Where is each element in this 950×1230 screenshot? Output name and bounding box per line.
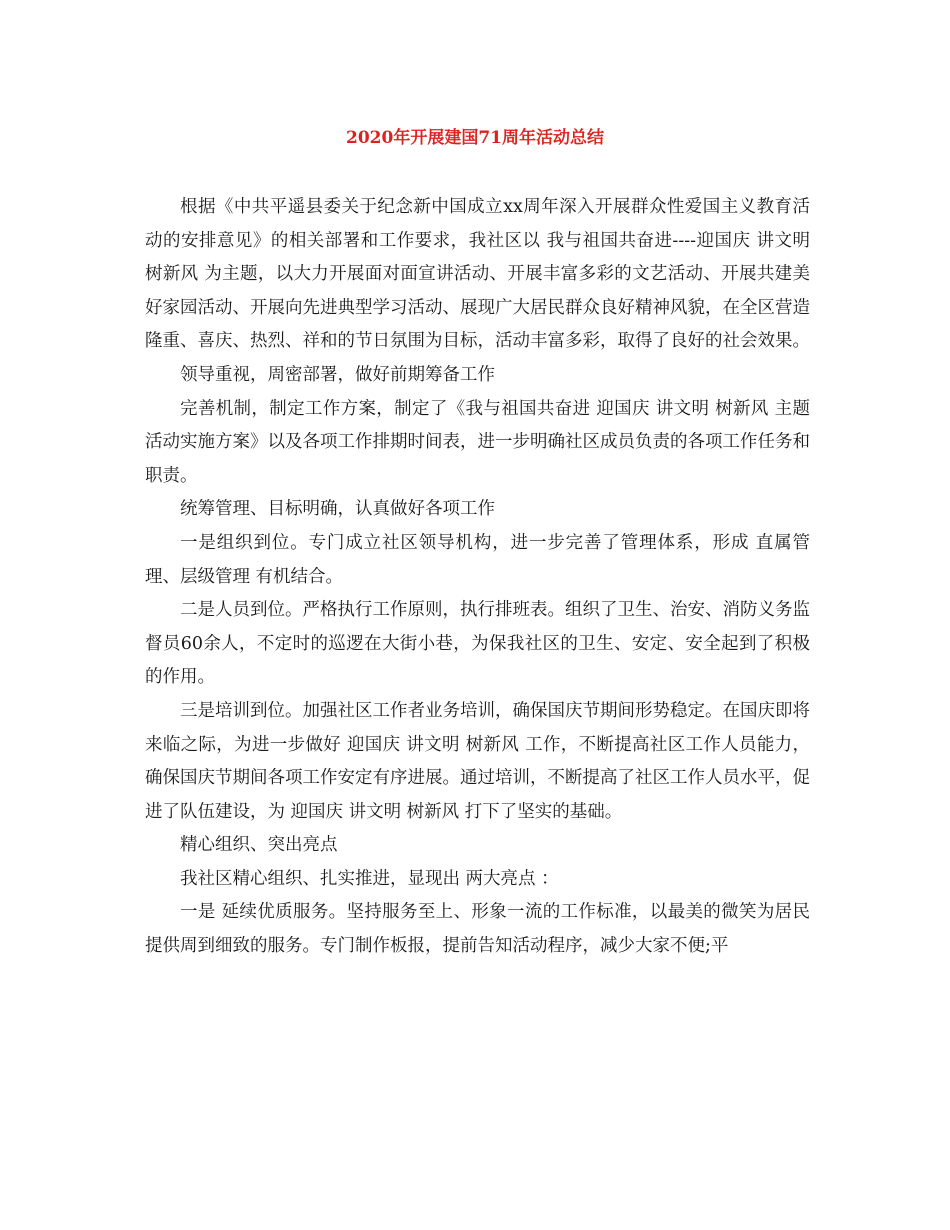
paragraph-mechanism: 完善机制，制定工作方案，制定了《我与祖国共奋进 迎国庆 讲文明 树新风 主题活动实施方案》以及各项工作排期时间表，进一步明确社区成员负责的各项工作任务和职责。 bbox=[145, 398, 810, 486]
paragraph-intro: 根据《中共平遥县委关于纪念新中国成立xx周年深入开展群众性爱国主义教育活动的安排意见》的相关部署和工作要求，我社区以 我与祖国共奋进----迎国庆 讲文明 树新风 为主题，以大力开展面对面宣讲活动、开展丰富多彩的文艺活动、开展共建美好家园活动、开展向先进典型学习活动、展现广大居民群众良好精神风貌，在全区营造隆重、喜庆、热烈、祥和的节日氛围为目标，活动丰富多彩，取得了良好的社会效果。 bbox=[145, 197, 810, 352]
section-heading-leadership: 领导重视，周密部署，做好前期筹备工作 bbox=[180, 364, 495, 385]
section-heading-management: 统筹管理、目标明确，认真做好各项工作 bbox=[180, 499, 495, 520]
paragraph-service: 一是 延续优质服务。坚持服务至上、形象一流的工作标准，以最美的微笑为居民提供周到细致的服务。专门制作板报，提前告知活动程序，减少大家不便;平 bbox=[145, 902, 810, 957]
document-body bbox=[145, 191, 810, 964]
paragraph-training: 三是培训到位。加强社区工作者业务培训，确保国庆节期间形势稳定。在国庆即将来临之际，为进一步做好 迎国庆 讲文明 树新风 工作，不断提高社区工作人员能力，确保国庆节期间各项工作安定有序进展。通过培训，不断提高了社区工作人员水平，促进了队伍建设，为 迎国庆 讲文明 树新风 打下了坚实的基础。 bbox=[145, 700, 810, 822]
paragraph-highlights-intro: 我社区精心组织、扎实推进，显现出 两大亮点 ： bbox=[180, 868, 559, 889]
paragraph-organization: 一是组织到位。专门成立社区领导机构，进一步完善了管理体系，形成 直属管理、层级管理 有机结合。 bbox=[145, 532, 810, 587]
section-heading-highlights: 精心组织、突出亮点 bbox=[180, 835, 338, 856]
document-title: 2020年开展建国71周年活动总结 bbox=[346, 128, 604, 148]
paragraph-personnel: 二是人员到位。严格执行工作原则，执行排班表。组织了卫生、治安、消防义务监督员60余人，不定时的巡逻在大街小巷，为保我社区的卫生、安定、安全起到了积极的作用。 bbox=[145, 600, 810, 688]
